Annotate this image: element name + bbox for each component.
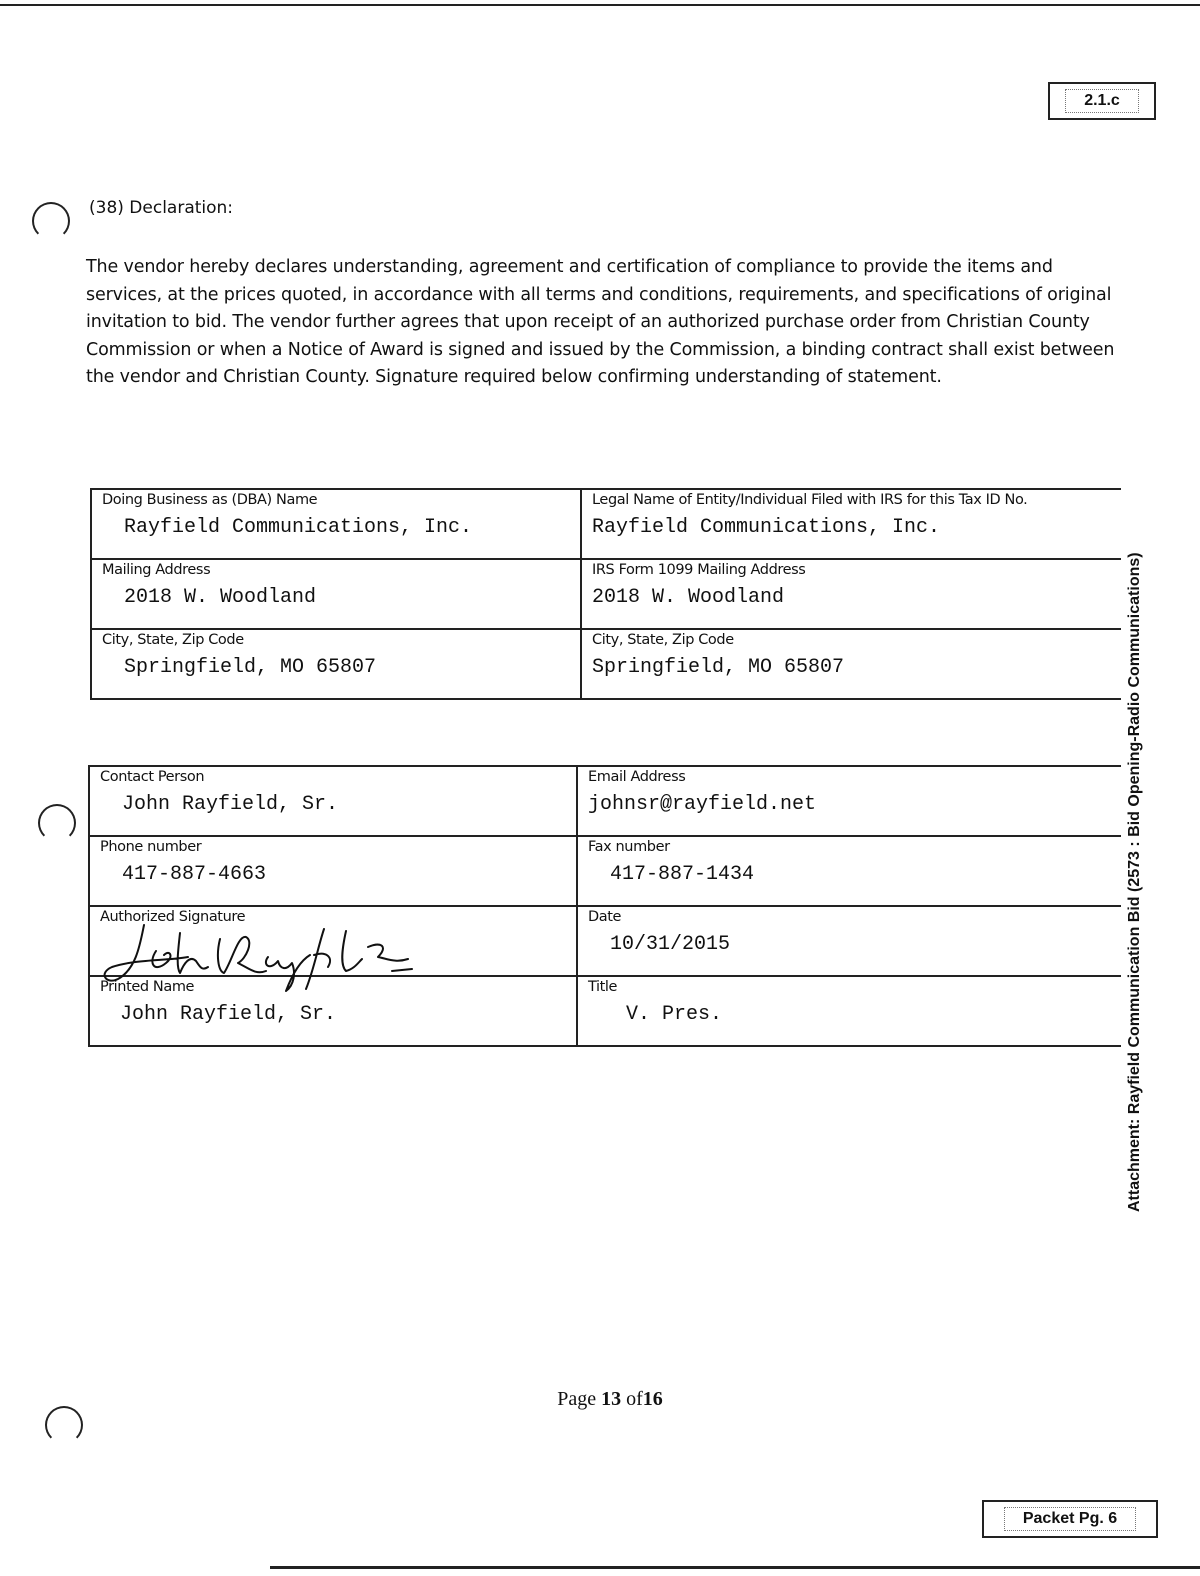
mailing-address-cell <box>91 559 581 629</box>
phone-cell <box>89 836 577 906</box>
document-tag-label: 2.1.c <box>1065 89 1139 113</box>
page-current: 13 <box>601 1388 622 1410</box>
punch-hole-icon <box>38 804 76 842</box>
contact-person-label: Contact Person <box>100 769 205 785</box>
dba-name-value: Rayfield Communications, Inc. <box>124 516 473 539</box>
mailing-address-value: 2018 W. Woodland <box>124 586 317 609</box>
irs-city-state-zip-cell <box>581 629 1121 699</box>
contact-info-table <box>88 765 1121 1047</box>
table-row <box>91 629 1121 699</box>
page-of: of <box>626 1388 643 1410</box>
signature-label: Authorized Signature <box>100 909 246 925</box>
dba-name-label: Doing Business as (DBA) Name <box>102 492 318 508</box>
title-cell <box>577 976 1121 1046</box>
table-row <box>89 766 1121 836</box>
packet-page-label: Packet Pg. 6 <box>1004 1507 1136 1531</box>
printed-name-value: John Rayfield, Sr. <box>120 1003 337 1026</box>
dba-name-cell <box>91 489 581 559</box>
irs-address-label: IRS Form 1099 Mailing Address <box>592 562 806 578</box>
city-state-zip-label: City, State, Zip Code <box>102 632 244 648</box>
city-state-zip-cell <box>91 629 581 699</box>
printed-name-label: Printed Name <box>100 979 195 995</box>
contact-person-cell <box>89 766 577 836</box>
email-value: johnsr@rayfield.net <box>588 793 817 816</box>
page-number <box>0 1388 1200 1411</box>
table-row <box>89 836 1121 906</box>
punch-hole-icon <box>45 1406 83 1444</box>
printed-name-cell <box>89 976 577 1046</box>
table-row <box>89 976 1121 1046</box>
legal-name-cell <box>581 489 1121 559</box>
bottom-border-line <box>270 1566 1200 1569</box>
legal-name-label: Legal Name of Entity/Individual Filed with IRS for this Tax ID No. <box>592 492 1028 508</box>
page-total: 16 <box>642 1388 663 1410</box>
contact-person-value: John Rayfield, Sr. <box>122 793 339 816</box>
title-value: V. Pres. <box>626 1003 723 1026</box>
table-row <box>89 906 1121 976</box>
top-border-line <box>0 4 1200 6</box>
title-label: Title <box>588 979 618 995</box>
table-row <box>91 489 1121 559</box>
table-row <box>91 559 1121 629</box>
document-tag <box>1048 82 1156 120</box>
phone-label: Phone number <box>100 839 202 855</box>
city-state-zip-value: Springfield, MO 65807 <box>124 656 377 679</box>
punch-hole-icon <box>32 202 70 240</box>
section-heading: (38) Declaration: <box>89 198 234 218</box>
irs-address-cell <box>581 559 1121 629</box>
signature-cell <box>89 906 577 976</box>
declaration-paragraph: The vendor hereby declares understanding, agreement and certification of compliance to provide the items and services, at the prices quoted, in accordance with all terms and conditions, requirements, and specifications of original invitation to bid. The vendor further agrees that upon receipt of an authorized purchase order from Christian County Commission or when a Notice of Award is signed and issued by the Commission, a binding contract shall exist between the vendor and Christian County. Signature required below confirming understanding of statement. <box>86 257 1115 387</box>
side-attachment-annotation: Attachment: Rayfield Communication Bid (2573 : Bid Opening-Radio Communications) <box>1126 552 1143 1212</box>
irs-address-value: 2018 W. Woodland <box>592 586 785 609</box>
packet-page-tag <box>982 1500 1158 1538</box>
date-value: 10/31/2015 <box>610 933 731 956</box>
mailing-address-label: Mailing Address <box>102 562 211 578</box>
vendor-info-table <box>90 488 1121 700</box>
email-label: Email Address <box>588 769 686 785</box>
date-label: Date <box>588 909 622 925</box>
email-cell <box>577 766 1121 836</box>
irs-city-state-zip-label: City, State, Zip Code <box>592 632 734 648</box>
fax-label: Fax number <box>588 839 670 855</box>
fax-value: 417-887-1434 <box>610 863 755 886</box>
fax-cell <box>577 836 1121 906</box>
page-prefix: Page <box>557 1388 597 1410</box>
phone-value: 417-887-4663 <box>122 863 267 886</box>
date-cell <box>577 906 1121 976</box>
irs-city-state-zip-value: Springfield, MO 65807 <box>592 656 845 679</box>
legal-name-value: Rayfield Communications, Inc. <box>592 516 941 539</box>
